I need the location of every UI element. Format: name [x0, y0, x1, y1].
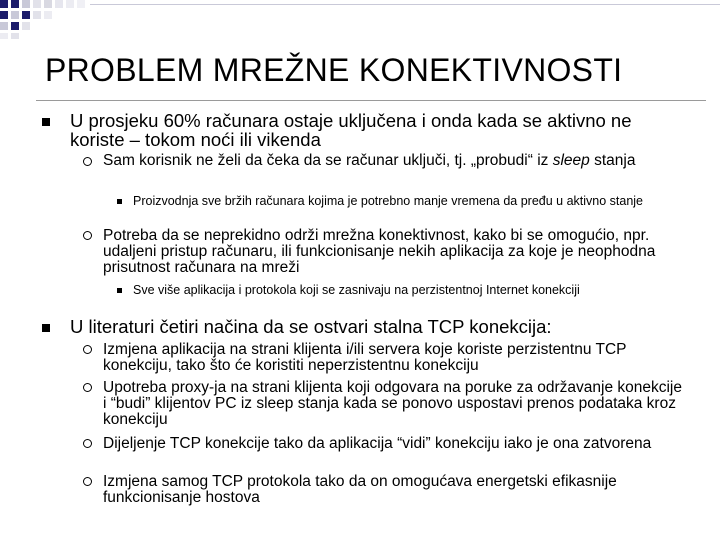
sub-bullet-point: Dijeljenje TCP konekcije tako da aplikacija “vidi” konekciju iako je ona zatvorena: [103, 435, 652, 452]
hollow-circle-bullet-icon: [83, 477, 92, 486]
sub-bullet-point: Potreba da se neprekidno održi mrežna konektivnost, kako bi se omogućio, npr. udaljeni pristup računaru, ili funkcionisanje nekih aplikacija za koje je neophodna prisutnost računara na mreži: [103, 227, 656, 276]
sub-bullet-point: Izmjena aplikacija na strani klijenta i/ili servera koje koriste perzistentnu TCP konekciju, tako što će koristiti neperzistentnu konekciju: [103, 341, 627, 374]
bullet-point: U literaturi četiri načina da se ostvari stalna TCP konekcija:: [70, 316, 552, 337]
hollow-circle-bullet-icon: [83, 157, 92, 166]
corner-square-decoration: [0, 0, 720, 40]
sub-sub-bullet-point: Proizvodnja sve bržih računara kojima je potrebno manje vremena da pređu u aktivno stanje: [133, 194, 644, 208]
title-divider: [36, 100, 706, 101]
small-square-bullet-icon: [117, 288, 122, 293]
hollow-circle-bullet-icon: [83, 439, 92, 448]
hollow-circle-bullet-icon: [83, 383, 92, 392]
sub-bullet-point: [103, 153, 688, 169]
square-bullet-icon: [42, 324, 50, 332]
hollow-circle-bullet-icon: [83, 231, 92, 240]
sub-bullet-text: Sam korisnik ne želi da čeka da se računar uključi, tj. „probudi“ iz: [103, 152, 553, 169]
sub-bullet-text: stanja: [589, 152, 636, 169]
sub-sub-bullet-point: Sve više aplikacija i protokola koji se zasnivaju na perzistentnoj Internet konekciji: [133, 283, 580, 297]
square-bullet-icon: [42, 118, 50, 126]
sub-bullet-point: Izmjena samog TCP protokola tako da on omogućava energetski efikasnije funkcionisanje hostova: [103, 473, 617, 506]
sub-bullet-point: Upotreba proxy-ja na strani klijenta koji odgovara na poruke za održavanje konekcije i “budi” klijentov PC iz sleep stanja kada se ponovo uspostavi prenos podataka kroz konekciju: [103, 379, 682, 428]
small-square-bullet-icon: [117, 199, 122, 204]
bullet-point: U prosjeku 60% računara ostaje uključena i onda kada se aktivno ne koriste – tokom noći ili vikenda: [70, 110, 632, 150]
slide-title: PROBLEM MREŽNE KONEKTIVNOSTI: [45, 52, 623, 88]
sub-bullet-italic-text: sleep: [552, 152, 590, 169]
hollow-circle-bullet-icon: [83, 345, 92, 354]
